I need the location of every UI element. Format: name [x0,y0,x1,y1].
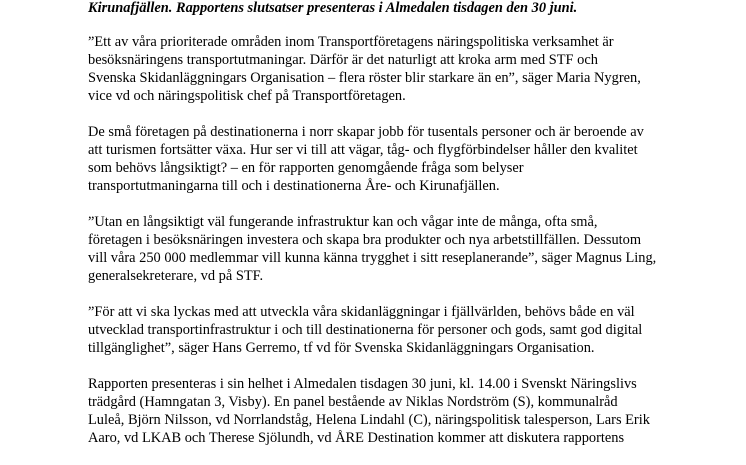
paragraph-line: trädgård (Hamngatan 3, Visby). En panel bestående av Niklas Nordström (S), kommunalråd [88,394,618,410]
paragraph-transportforetagen-quote [88,33,668,105]
paragraph-line: ”Ett av våra prioriterade områden inom Transportföretagens näringspolitiska verksamhet är [88,34,614,50]
paragraph-line: företagen i besöksnäringen investera och skapa bra produkter och nya arbetstillfällen. Dessutom [88,232,642,248]
paragraph-almedalen-presentation [88,375,668,447]
paragraph-line: generalsekreterare, vd på STF. [88,268,264,284]
lead-text: Kirunafjällen. Rapportens slutsatser presenteras i Almedalen tisdagen den 30 juni. [88,0,578,16]
paragraph-sso-quote [88,303,668,357]
document-page [88,0,668,465]
paragraph-line: ”Utan en långsiktigt väl fungerande infrastruktur kan och vågar inte de många, ofta små, [88,214,598,230]
paragraph-line: att turismen fortsätter växa. Hur ser vi till att vägar, tåg- och flygförbindelser håller den kvalitet [88,142,638,158]
paragraph-line: utvecklad transportinfrastruktur i och till destinationerna för personer och gods, samt god digital [88,322,643,338]
paragraph-line: Svenska Skidanläggningars Organisation – flera röster blir starkare än en”, säger Maria Nygren, [88,70,641,86]
paragraph-line: Aaro, vd LKAB och Therese Sjölundh, vd ÅRE Destination kommer att diskutera rapportens [88,430,625,446]
paragraph-line: vill våra 250 000 medlemmar vill kunna känna trygghet i sitt reseplanerande”, säger Magnus Ling, [88,250,657,266]
paragraph-small-companies [88,123,668,195]
paragraph-line: tillgänglighet”, säger Hans Gerremo, tf vd för Svenska Skidanläggningars Organisation. [88,340,595,356]
paragraph-line: besöksnäringens transportutmaningar. Därför är det naturligt att kroka arm med STF och [88,52,598,68]
paragraph-line: ”För att vi ska lyckas med att utveckla våra skidanläggningar i fjällvärlden, behövs både en väl [88,304,635,320]
paragraph-line: som behövs långsiktigt? – en för rapporten genomgående fråga som belyser [88,160,524,176]
paragraph-line: De små företagen på destinationerna i norr skapar jobb för tusentals personer och är beroende av [88,124,644,140]
paragraph-stf-quote [88,213,668,285]
paragraph-line: Luleå, Björn Nilsson, vd Norrlandståg, Helena Lindahl (C), näringspolitisk talesperson, Lars Erik [88,412,650,428]
paragraph-line: vice vd och näringspolitisk chef på Transportföretagen. [88,88,406,104]
paragraph-line: transportutmaningarna till och i destinationerna Åre- och Kirunafjällen. [88,178,500,194]
paragraph-line: Rapporten presenteras i sin helhet i Almedalen tisdagen 30 juni, kl. 14.00 i Svenskt Näringslivs [88,376,637,392]
